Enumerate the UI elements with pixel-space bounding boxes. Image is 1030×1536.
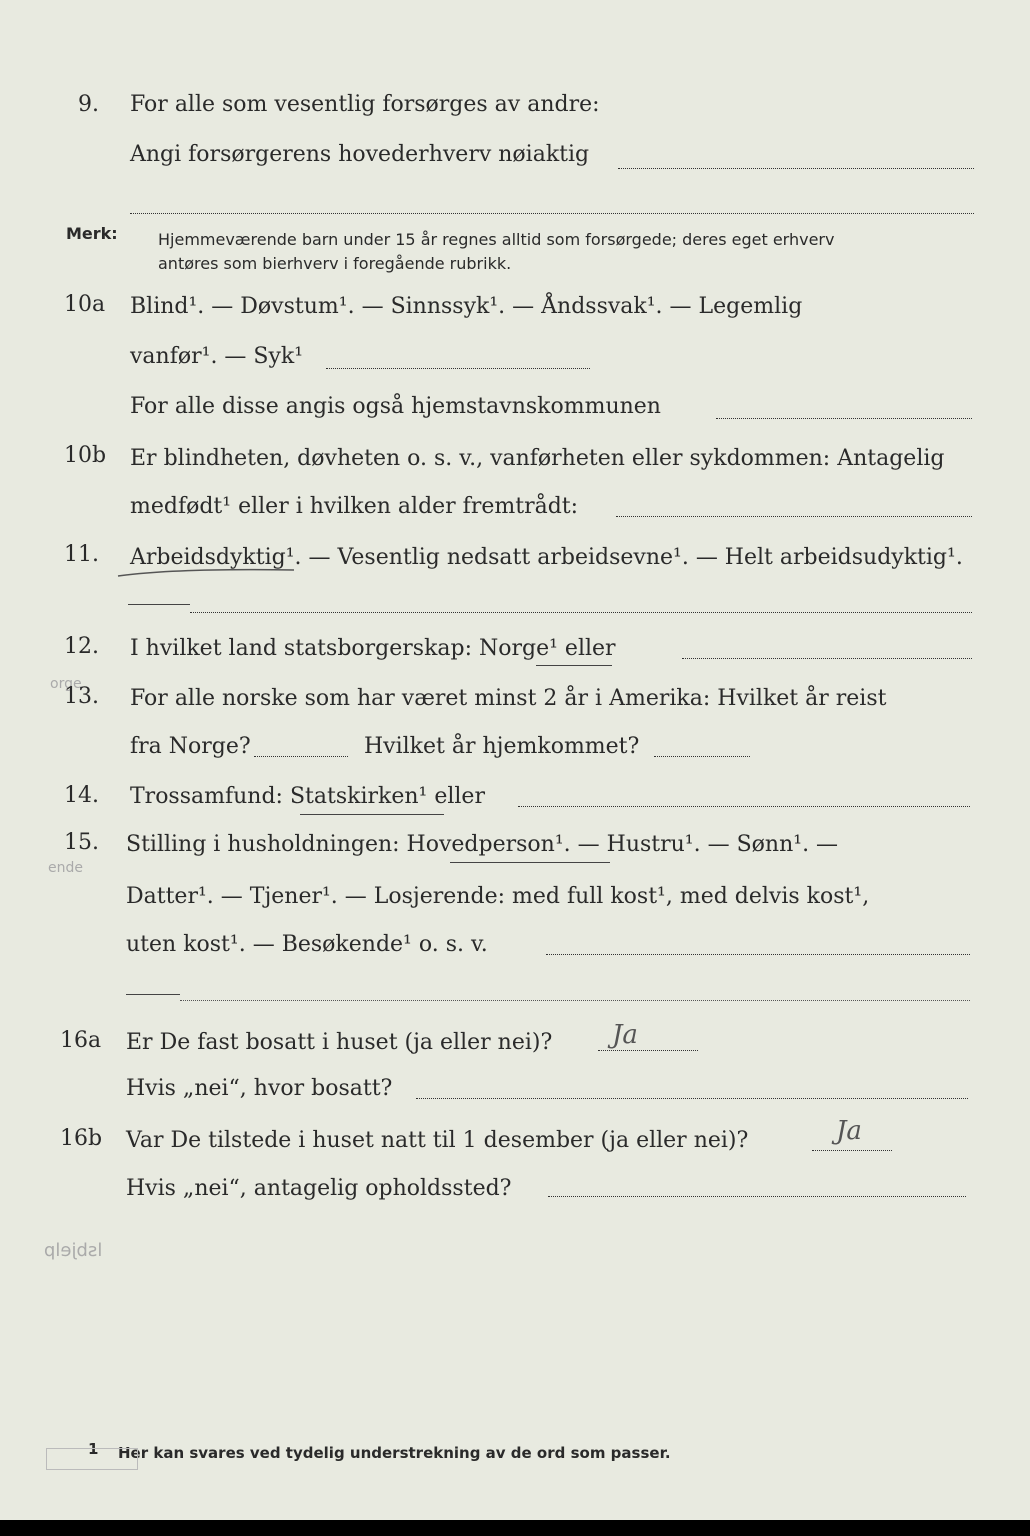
q15-answer-line	[546, 954, 970, 955]
q16a-number: 16a	[60, 1028, 102, 1053]
q14-line1: Trossamfund: Statskirken¹ eller	[130, 784, 485, 809]
q12-answer-line	[682, 658, 972, 659]
footnote-text: Her kan svares ved tydelig understrekning av de ord som passer.	[118, 1444, 671, 1462]
q10a-line2: vanfør¹. — Syk¹	[130, 344, 304, 369]
q15-line1: Stilling i husholdningen: Hovedperson¹. — Hustru¹. — Sønn¹. —	[126, 832, 839, 857]
q13-line2b: Hvilket år hjemkommet?	[364, 734, 640, 759]
q10a-number: 10a	[64, 292, 106, 317]
q16a-line2: Hvis „nei“, hvor bosatt?	[126, 1076, 393, 1101]
q9-line2: Angi forsørgerens hovederhverv nøiaktig	[130, 142, 590, 167]
q15-line2: Datter¹. — Tjener¹. — Losjerende: med full kost¹, med delvis kost¹,	[126, 884, 870, 909]
margin-note-ende: ende	[48, 860, 83, 876]
q14-answer-line	[518, 806, 970, 807]
q16b-handwritten-answer: Ja	[836, 1116, 862, 1146]
q11-handwritten-underline	[116, 562, 296, 584]
q10a-line1: Blind¹. — Døvstum¹. — Sinnssyk¹. — Åndssvak¹. — Legemlig	[130, 294, 803, 319]
q15-answer-stroke	[126, 994, 180, 995]
printer-stamp	[46, 1448, 138, 1470]
q14-statskirken-underline	[300, 814, 444, 815]
q13-line1: For alle norske som har været minst 2 år i Amerika: Hvilket år reist	[130, 686, 887, 711]
q12-line1: I hvilket land statsborgerskap: Norge¹ eller	[130, 636, 616, 661]
q16b-number: 16b	[60, 1126, 103, 1151]
merk-label: Merk:	[66, 224, 118, 243]
q16b-answer-line	[812, 1150, 892, 1151]
q11-answer-line	[190, 612, 972, 613]
q16b-line1: Var De tilstede i huset natt til 1 desember (ja eller nei)?	[126, 1128, 749, 1153]
q11-number: 11.	[64, 542, 99, 567]
q16a-handwritten-answer: Ja	[612, 1020, 638, 1050]
q12-number: 12.	[64, 634, 99, 659]
q9-number: 9.	[78, 92, 99, 117]
q15-number: 15.	[64, 830, 99, 855]
q13-reist-line	[254, 756, 348, 757]
q16a-bosatt-line	[416, 1098, 968, 1099]
merk-line2: antøres som bierhverv i foregående rubrikk.	[158, 254, 512, 273]
footnote-mark: 1	[88, 1440, 99, 1458]
q9-line1: For alle som vesentlig forsørges av andre:	[130, 92, 600, 117]
margin-note-orge: orge	[50, 676, 82, 692]
q10b-number: 10b	[64, 443, 107, 468]
q15-hovedperson-underline	[450, 862, 610, 863]
q10a-line3: For alle disse angis også hjemstavnskommunen	[130, 394, 661, 419]
margin-note-lsbjelp: lsbjelp	[44, 1240, 103, 1261]
q16a-line1: Er De fast bosatt i huset (ja eller nei)?	[126, 1030, 553, 1055]
q12-norge-underline	[536, 665, 612, 666]
q16a-answer-line	[598, 1050, 698, 1051]
q10a-kommune-line	[716, 418, 972, 419]
merk-line1: Hjemmeværende barn under 15 år regnes alltid som forsørgede; deres eget erhverv	[158, 230, 835, 249]
q10b-answer-line	[616, 516, 972, 517]
q15-answer-line-2	[180, 1000, 970, 1001]
q9-answer-line-2	[130, 213, 974, 214]
q10a-syk-line	[326, 368, 590, 369]
q10b-line1: Er blindheten, døvheten o. s. v., vanførheten eller sykdommen: Antagelig	[130, 446, 945, 471]
q16b-line2: Hvis „nei“, antagelig opholdssted?	[126, 1176, 512, 1201]
q11-line1: Arbeidsdyktig¹. — Vesentlig nedsatt arbeidsevne¹. — Helt arbeidsudyktig¹.	[130, 545, 963, 570]
q14-number: 14.	[64, 783, 99, 808]
q11-answer-stroke	[128, 604, 190, 605]
q13-number: 13.	[64, 684, 99, 709]
q13-line2a: fra Norge?	[130, 734, 251, 759]
q15-line3: uten kost¹. — Besøkende¹ o. s. v.	[126, 932, 488, 957]
q10b-line2: medfødt¹ eller i hvilken alder fremtrådt:	[130, 494, 579, 519]
q13-hjemkommet-line	[654, 756, 750, 757]
q9-answer-line	[618, 168, 974, 169]
q16b-opholdssted-line	[548, 1196, 966, 1197]
